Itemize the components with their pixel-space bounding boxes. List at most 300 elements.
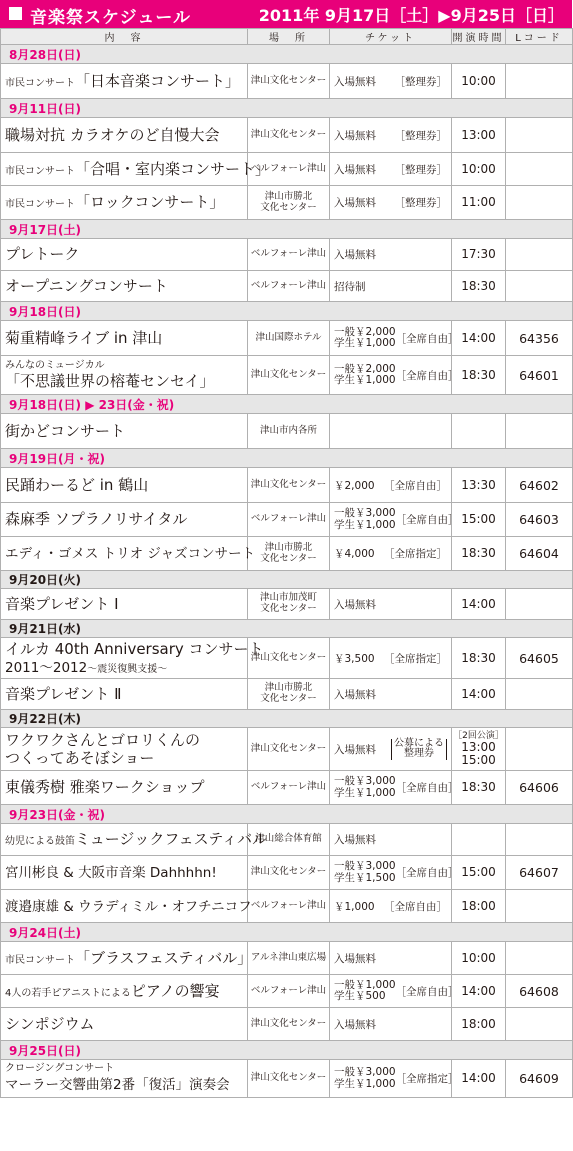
event-row [1,1060,573,1098]
l-code [506,414,573,449]
ticket-note [396,780,459,795]
ticket-note-line: ［整理券］ [394,163,447,176]
ticket-prices [334,364,396,386]
start-time-cell [452,153,506,186]
start-time-cell [452,414,506,449]
venue-line: 津山文化センター [250,866,327,878]
start-time-cell [452,239,506,271]
date-label: 9月25日(日) [1,1041,573,1060]
event-row [1,118,573,153]
ticket-price: 一般￥3,000 [334,775,396,788]
start-time-cell [452,503,506,537]
date-header-row [1,302,573,321]
event-name-cell [1,356,248,395]
start-time: 18:00 [461,1016,496,1031]
date-header-row [1,99,573,118]
performance-count: ［2回公演］ [453,730,504,741]
ticket-cell [330,638,452,679]
ticket-cell [330,414,452,449]
page-title: 音楽祭スケジュール [30,8,191,28]
ticket-note-line: ［全席自由］ [395,985,459,998]
event-name: 渡邉康雄 & ウラディミル・オフチニコフ [5,898,252,915]
date-label: 9月11日(日) [1,99,573,118]
ticket-price: 学生￥500 [334,990,386,1002]
ticket-note-line: ［全席自由］ [395,369,459,382]
ticket-prices [334,776,396,798]
event-row [1,856,573,890]
venue-cell [248,118,330,153]
date-header-row [1,923,573,942]
ticket-cell [330,679,452,710]
venue-cell [248,271,330,302]
start-time: 10:00 [461,161,496,176]
venue-cell [248,503,330,537]
l-code: 64356 [506,321,573,356]
event-name: 菊重精峰ライブ in 津山 [5,328,163,347]
event-name-cell [1,537,256,571]
start-time: 14:00 [461,596,496,611]
venue-line: 津山文化センター [250,128,327,140]
date-header-row [1,45,573,64]
venue-line: 津山文化センター [250,1017,327,1029]
ticket-prices [334,980,396,1002]
event-row [1,679,573,710]
ticket-note-line: 整理券 [404,748,434,759]
venue-cell [248,679,330,710]
venue-cell [248,468,330,503]
venue-line: ベルフォーレ津山 [250,162,327,174]
ticket-cell [330,890,452,923]
event-name-cell [1,856,248,890]
ticket-note [395,128,448,143]
ticket-prices [334,327,396,349]
l-code: 64602 [506,468,573,503]
ticket-note-line: 公募による [394,737,444,749]
event-row [1,638,573,679]
venue-cell [248,321,330,356]
date-header-row [1,571,573,589]
date-header-row [1,395,573,414]
venue-line: アルネ津山東広場 [250,951,327,963]
start-time-cell [452,771,506,805]
start-time-cell [452,1008,506,1041]
ticket-note-line: ［全席指定］ [384,652,447,665]
event-row [1,153,573,186]
ticket-price: 一般￥3,000 [334,507,396,520]
event-name-cell [1,503,248,537]
l-code [506,728,573,771]
event-name-cell [1,1060,248,1098]
venue-cell [248,771,330,805]
venue-line: 津山市勝北 [264,190,313,202]
l-code [506,186,573,220]
start-time: 14:00 [461,1071,496,1086]
event-row [1,414,573,449]
date-label: 9月23日(金・祝) [1,805,573,824]
start-time-cell [452,679,506,710]
ticket-cell [330,503,459,537]
event-name-cell [1,118,248,153]
ticket-price: 入場無料 [334,834,376,846]
ticket-price: 学生￥1,000 [334,337,396,349]
ticket-price: 一般￥3,000 [334,1066,396,1079]
venue-line: 文化センター [260,552,317,564]
start-time: 18:30 [461,546,496,561]
venue-line: ベルフォーレ津山 [250,248,327,260]
event-row [1,537,573,571]
event-row [1,356,573,395]
ticket-note-line: ［全席自由］ [384,479,447,492]
venue-line: ベルフォーレ津山 [250,279,327,291]
start-time: 15:00 [461,865,496,880]
event-prefix: 市民コンサート [5,199,75,211]
venue-cell [248,153,330,186]
start-time-cell [452,856,506,890]
date-header-row [1,710,573,728]
ticket-note-line: ［全席自由］ [395,782,459,794]
event-name: 音楽プレゼント Ⅱ [5,684,122,703]
start-time: 14:00 [461,686,496,701]
event-name-line2: つくってあそぼショー [5,749,155,767]
ticket-cell [330,728,452,771]
ticket-note [395,74,448,89]
ticket-cell [330,356,459,395]
event-name-cell [1,414,248,449]
ticket-cell [330,589,452,620]
event-name: 職場対抗 カラオケのど自慢大会 [5,125,220,144]
ticket-note [384,478,447,493]
start-time: 14:00 [461,330,496,345]
event-name: 民踊わーるど in 鶴山 [5,475,149,494]
event-row [1,321,573,356]
start-time-cell [452,537,506,571]
start-time-cell [452,271,506,302]
start-time-cell [452,589,506,620]
event-name: 「不思議世界の榕菴センセイ」 [5,371,215,390]
square-bullet-icon [9,7,22,20]
venue-line: 津山国際ホテル [255,331,322,343]
start-time-cell [452,468,506,503]
event-name-cell [1,1008,248,1041]
ticket-note-line: ［全席自由］ [395,867,459,879]
venue-line: 津山総合体育館 [255,833,322,845]
event-name-cell [1,942,253,975]
event-name: 音楽プレゼント Ⅰ [5,594,119,613]
event-row [1,975,573,1008]
venue-line: 文化センター [260,693,317,704]
ticket-note-line: ［整理券］ [394,129,447,142]
event-row [1,271,573,302]
start-time: 18:30 [461,367,496,382]
ticket-note-line: ［全席自由］ [395,332,459,345]
venue-cell [248,239,330,271]
event-name: 宮川彬良 & 大阪市音楽 Dahhhhn! [5,865,217,882]
event-name-cell [1,321,248,356]
ticket-price: 入場無料 [334,743,376,756]
event-row [1,503,573,537]
event-prefix: 幼児による鼓笛 [5,836,75,848]
ticket-note [395,162,448,177]
event-row [1,1008,573,1041]
date-label: 9月19日(月・祝) [1,449,573,468]
venue-line: 津山市勝北 [264,541,313,553]
column-header-content: 内 容 [1,29,248,45]
ticket-note [395,195,448,210]
ticket-price: 一般￥3,000 [334,860,396,873]
venue-cell [248,856,330,890]
ticket-cell [330,824,452,856]
ticket-price: 入場無料 [334,163,376,176]
venue-line: ベルフォーレ津山 [250,984,327,996]
venue-cell [248,1008,330,1041]
ticket-cell [330,856,459,890]
event-name: 東儀秀樹 雅楽ワークショップ [5,778,205,797]
ticket-note [384,546,447,561]
ticket-cell [330,321,459,356]
start-time: 15:00 [461,752,496,767]
venue-cell [248,589,330,620]
ticket-cell [330,271,452,302]
event-name-cell [1,679,248,710]
venue-line: 文化センター [260,603,317,614]
venue-cell [248,975,330,1008]
column-header-l-code: Lコード [506,29,573,45]
event-name: オープニングコンサート [5,276,168,295]
ticket-price: 学生￥1,000 [334,374,396,386]
l-code [506,589,573,620]
venue-cell [248,728,330,771]
ticket-note-line: ［全席指定］ [395,1073,459,1085]
ticket-note [396,331,459,346]
ticket-price: 入場無料 [334,197,376,209]
ticket-price: 学生￥1,500 [334,871,396,884]
date-label: 9月22日(木) [1,710,573,728]
start-time: 18:30 [461,278,496,293]
event-name: 「日本音楽コンサート」 [75,71,241,90]
start-time: 10:00 [461,950,496,965]
start-time: 18:30 [461,780,496,795]
l-code: 64603 [506,503,573,537]
start-time-cell [452,824,506,856]
event-name: シンポジウム [5,1014,95,1033]
ticket-price: 一般￥2,000 [334,362,396,375]
ticket-price: ￥1,000 [334,900,375,913]
event-name-cell [1,771,248,805]
ticket-note [396,512,459,527]
ticket-note-line: ［全席指定］ [384,548,447,560]
ticket-price: 入場無料 [334,598,376,611]
venue-cell [248,186,330,220]
ticket-note [396,865,459,880]
l-code: 64608 [506,975,573,1008]
l-code: 64601 [506,356,573,395]
venue-line: 津山文化センター [250,368,327,380]
event-row [1,468,573,503]
venue-cell [248,1060,330,1098]
ticket-note-line: ［全席自由］ [395,514,459,526]
start-time-cell [452,975,506,1008]
venue-cell [248,890,330,923]
venue-line: ベルフォーレ津山 [250,899,327,911]
l-code [506,271,573,302]
start-time: 13:30 [461,477,496,492]
start-time: 15:00 [461,512,496,527]
event-name: イルカ 40th Anniversary コンサート [5,639,264,658]
event-name-cell [1,728,248,771]
venue-line: 津山文化センター [250,1072,327,1084]
ticket-prices [334,508,396,530]
event-name-cell [1,638,264,679]
ticket-price: 入場無料 [334,129,376,142]
ticket-price: 入場無料 [334,688,376,701]
start-time: 14:00 [461,983,496,998]
start-time: 10:00 [461,73,496,88]
l-code [506,239,573,271]
date-label: 9月18日(日) [1,302,573,321]
venue-line: ベルフォーレ津山 [250,781,327,793]
schedule-table [0,28,573,1098]
ticket-price: 一般￥2,000 [334,325,396,338]
festival-period: 2011年 9月17日［土］▶9月25日［日］ [258,6,564,25]
ticket-prices [334,861,396,883]
column-header-ticket: チケット [330,29,452,45]
l-code: 64605 [506,638,573,679]
ticket-price: ￥3,500 [334,652,375,665]
date-header-row [1,220,573,239]
ticket-price: 入場無料 [334,952,376,965]
event-name-cell [1,468,248,503]
l-code: 64609 [506,1060,573,1098]
date-header-row [1,620,573,638]
l-code [506,118,573,153]
start-time-cell [452,638,506,679]
event-name: 「ロックコンサート」 [75,193,225,212]
event-name-cell [1,271,248,302]
start-time: 11:00 [461,195,496,210]
ticket-price: 学生￥1,000 [334,1077,396,1090]
venue-line: 津山市勝北 [264,682,313,694]
venue-cell [248,942,330,975]
start-time: 18:00 [461,898,496,913]
venue-line: 津山文化センター [250,651,327,663]
date-header-row [1,449,573,468]
l-code [506,64,573,99]
ticket-note [391,739,447,760]
ticket-note [384,651,447,666]
event-name: 「合唱・室内楽コンサート」 [75,159,271,178]
event-name-cell [1,975,248,1008]
date-label: 9月21日(水) [1,620,573,638]
l-code: 64604 [506,537,573,571]
start-time-cell [452,321,506,356]
event-name: 森麻季 ソプラノリサイタル [5,510,188,529]
ticket-note-line: ［整理券］ [394,75,447,88]
ticket-cell [330,239,452,271]
ticket-cell [330,975,459,1008]
event-prefix: クロージングコンサート [5,1063,115,1075]
date-header-row [1,1041,573,1060]
ticket-price: 学生￥1,000 [334,786,396,799]
l-code [506,890,573,923]
event-prefix: 市民コンサート [5,165,75,177]
event-name: ミュージックフェスティバル [75,830,268,849]
event-name: 街かどコンサート [5,421,126,440]
event-name: 「ブラスフェスティバル」 [75,948,253,967]
ticket-note [396,1071,459,1086]
ticket-price: 招待制 [334,280,366,293]
schedule-body [1,45,573,1098]
ticket-note-line: ［整理券］ [394,197,447,209]
ticket-cell [330,771,459,805]
date-label: 9月18日(日) ▶ 23日(金・祝) [1,395,573,414]
column-header-venue: 場 所 [248,29,330,45]
start-time: 13:00 [461,740,496,755]
ticket-note [384,899,447,914]
venue-line: ベルフォーレ津山 [250,513,327,525]
date-label: 9月17日(土) [1,220,573,239]
event-subtitle-tag: ～震災復興支援～ [87,663,168,675]
venue-cell [248,824,330,856]
ticket-cell [330,118,452,153]
ticket-cell [330,468,452,503]
start-time-cell [452,118,506,153]
ticket-price: 入場無料 [334,249,376,261]
event-row [1,64,573,99]
event-row [1,890,573,923]
date-label: 8月28日(日) [1,45,573,64]
start-time-cell [452,942,506,975]
start-time: 18:30 [461,650,496,665]
l-code: 64606 [506,771,573,805]
start-time-cell [452,1060,506,1098]
event-prefix: みんなのミュージカル [5,360,105,372]
event-name-cell [1,824,268,856]
ticket-price: 入場無料 [334,1018,376,1031]
l-code [506,679,573,710]
event-subtitle: 2011～2012 [5,659,88,676]
ticket-cell [330,186,452,220]
event-name-cell [1,153,271,186]
ticket-cell [330,537,452,571]
start-time-cell [452,186,506,220]
start-time-cell [452,64,506,99]
ticket-cell [330,1008,452,1041]
event-row [1,589,573,620]
venue-cell [248,537,330,571]
event-name: マーラー交響曲第2番「復活」演奏会 [5,1076,230,1093]
l-code [506,153,573,186]
ticket-price: 入場無料 [334,75,376,88]
ticket-cell [330,942,452,975]
venue-line: 津山市加茂町 [259,592,317,604]
event-name-cell [1,589,248,620]
date-label: 9月24日(土) [1,923,573,942]
ticket-price: ￥4,000 [334,548,375,560]
ticket-cell [330,153,452,186]
venue-line: 津山文化センター [250,74,327,86]
event-row [1,728,573,771]
venue-line: 津山市内各所 [259,424,317,436]
event-name-cell [1,64,248,99]
event-name: プレトーク [5,245,80,264]
column-header-row [1,29,573,45]
ticket-prices [334,1067,396,1089]
event-name: ピアノの響宴 [130,981,220,1000]
ticket-price: 一般￥1,000 [334,978,396,991]
start-time-cell [452,728,506,771]
ticket-price: 学生￥1,000 [334,518,396,531]
ticket-price: ￥2,000 [334,479,375,492]
